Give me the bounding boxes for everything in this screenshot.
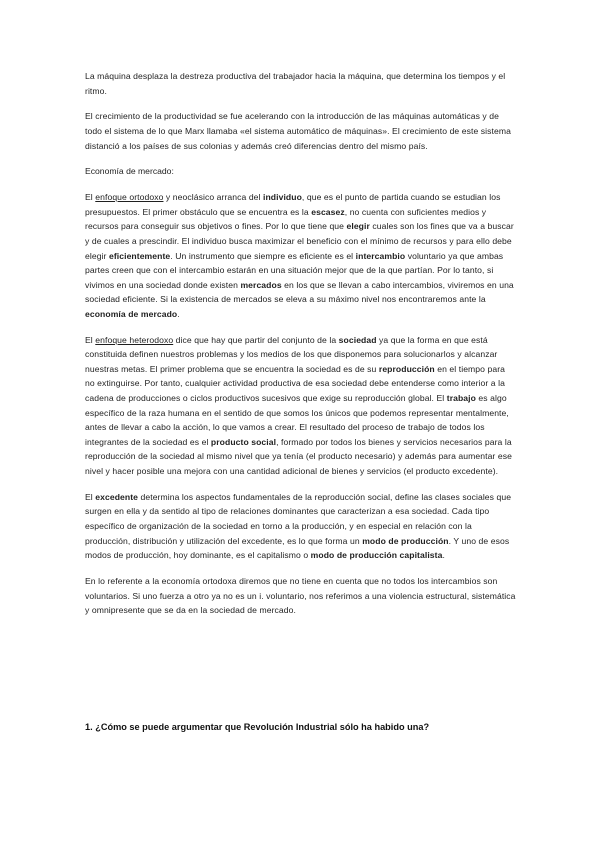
paragraph-enfoque-heterodoxo	[85, 333, 517, 479]
paragraph-enfoque-ortodoxo	[85, 190, 517, 321]
text-run: El	[85, 334, 96, 345]
paragraph-maquina: La máquina desplaza la destreza productiva del trabajador hacia la máquina, que determina los tiempos y el ritmo.	[85, 71, 506, 96]
term-enfoque-ortodoxo: enfoque ortodoxo	[95, 192, 164, 203]
text-run: y neoclásico arranca del	[163, 192, 263, 203]
document-body	[85, 69, 517, 629]
term-sociedad: sociedad	[338, 334, 377, 345]
paragraph-productividad: El crecimiento de la productividad se fue acelerando con la introducción de las máquinas automáticas y de todo el sistema de lo que Marx llamaba «el sistema automático de máquinas». El crecimiento de este sistema distanció a los países de sus colonias y además creó diferencias dentro del mismo país.	[85, 111, 511, 151]
term-mercados: mercados	[240, 279, 282, 290]
term-economia-de-mercado: economía de mercado	[85, 308, 178, 319]
term-escasez: escasez	[311, 206, 345, 217]
paragraph-excedente	[85, 490, 517, 563]
text-run: , no cuenta con suficientes medios y recursos para conseguir sus objetivos o fines. Por lo que tiene que	[85, 206, 487, 232]
text-run: . Un instrumento que siempre es eficiente es el	[170, 250, 356, 261]
text-run: El	[85, 491, 96, 502]
term-individuo: individuo	[263, 192, 302, 203]
text-run: en el tiempo para no extinguirse. Por tanto, cualquier actividad productiva de esa sociedad debe entenderse como interior a la cadena de producciones o ciclos productivos sucesivos que exige su reproducción global. El	[85, 363, 505, 404]
text-run: ya que la forma en que está constituida definen nuestros problemas y los medios de los que disponemos para solucionarlos y alcanzar nuestras metas. El primer problema que se encuentra la sociedad es de su	[85, 334, 498, 374]
text-run: determina los aspectos fundamentales de la reproducción social, define las clases sociales que surgen en ella y da sentido al tipo de relaciones dominantes que caracterizan a esa sociedad. Cada tipo específico de organización de la sociedad en torno a la producción, y en especial en relación con la producción, distribución y utilización del excedente, es lo que forma un	[85, 491, 512, 546]
text-run: cuales son los fines que va a buscar y de cuales a prescindir. El individuo busca maximizar el beneficio con el mínimo de recursos y para ello debe elegir	[85, 221, 514, 261]
question-heading: 1. ¿Cómo se puede argumentar que Revolución Industrial sólo ha habido una?	[85, 722, 430, 732]
term-modo-de-produccion: modo de producción	[362, 535, 449, 546]
term-elegir: elegir	[346, 221, 370, 232]
term-trabajo: trabajo	[446, 393, 476, 404]
text-run: . Y uno de esos modos de producción, hoy dominante, es el capitalismo o	[85, 535, 510, 561]
paragraph-economia-ortodoxa: En lo referente a la economía ortodoxa diremos que no tiene en cuenta que no todos los intercambios son voluntarios. Si uno fuerza a otro ya no es un i. voluntario, nos referimos a una violencia estructural, sistemática y omnipresente que se da en la sociedad de mercado.	[85, 575, 516, 616]
term-excedente: excedente	[95, 491, 139, 502]
text-run: , que es el punto de partida cuando se estudian los presupuestos. El primer obstáculo que se encuentra es la	[85, 192, 501, 217]
text-run: .	[442, 550, 445, 561]
term-enfoque-heterodoxo: enfoque heterodoxo	[95, 334, 174, 345]
term-eficientemente: eficientemente	[108, 250, 171, 261]
term-intercambio: intercambio	[355, 250, 406, 261]
text-run: voluntario ya que ambas partes creen que con el intercambio estarán en una situación mejor que de la que partían. Por lo tanto, si vivimos en una sociedad donde existen	[85, 250, 504, 290]
text-run: .	[177, 308, 180, 319]
text-run: El	[85, 192, 96, 203]
section-heading-economia-de-mercado: Economía de mercado:	[85, 166, 174, 177]
term-producto-social: producto social	[210, 436, 277, 447]
text-run: , formado por todos los bienes y servicios necesarios para la reproducción de la sociedad al mismo nivel que ya tenía (el producto necesario) y además para aumentar ese nivel y hacer posible una mejora con una cantidad adicional de bienes y servicios (el producto excedente).	[85, 436, 512, 476]
term-reproduccion: reproducción	[378, 363, 435, 374]
text-run: dice que hay que partir del conjunto de la	[173, 334, 339, 345]
term-modo-de-produccion-capitalista: modo de producción capitalista	[310, 550, 443, 561]
text-run: es algo específico de la raza humana en el sentido de que somos los únicos que podemos representar mentalmente, antes de llevar a cabo la acción, lo que vamos a crear. El resultado del proceso de trabajo de todos los integrantes de la sociedad es el	[85, 393, 509, 447]
text-run: en los que se llevan a cabo intercambios, viviremos en una sociedad eficiente. Si la existencia de mercados se eleva a su máximo nivel nos encontraremos ante la	[85, 279, 514, 305]
